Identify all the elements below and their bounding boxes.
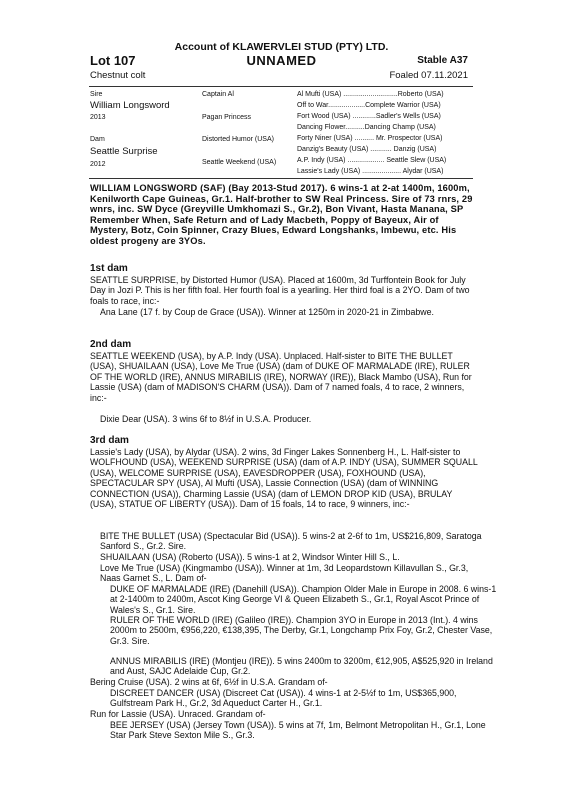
ds-sire: Forty Niner (USA) .......... Mr. Prospector (USA) xyxy=(297,135,443,142)
sire-year: 2013 xyxy=(90,114,106,121)
sire-dam: Pagan Princess xyxy=(202,114,252,121)
dam-label: Dam xyxy=(90,136,105,143)
first-dam-text: SEATTLE SURPRISE, by Distorted Humor (USA). Placed at 1600m, 3d Turffontein Book for July Day in Jozi P. This is her fifth foal. Her fourth foal is a yearling. Her third foal is a 2YO. Dam of two foals to race, inc:- xyxy=(90,275,470,306)
dam-name: Seattle Surprise xyxy=(90,146,158,157)
grandfoal-2: RULER OF THE WORLD (IRE) (Galileo (IRE)). Champion 3YO in Europe in 2013 (Int.). 4 wins 2000m to 2500m, €956,220, €138,395, The Derby, Gr.1, Longchamp Prix Foy, Gr.2, Chester Vase, Gr.3. Sire. xyxy=(110,615,493,646)
dd-sire: A.P. Indy (USA) ................... Seattle Slew (USA) xyxy=(297,157,447,164)
third-dam-foal-1: BITE THE BULLET (USA) (Spectacular Bid (USA)). 5 wins-2 at 2-6f to 1m, US$216,809, Saratoga Sanford S., Gr.2. Sire. xyxy=(100,531,482,552)
foaled-date: Foaled 07.11.2021 xyxy=(389,70,468,81)
horse-name: UNNAMED xyxy=(246,53,317,68)
second-dam-foal: Dixie Dear (USA). 3 wins 6f to 8½f in U.S.A. Producer. xyxy=(100,414,312,424)
second-dam-heading: 2nd dam xyxy=(90,339,132,350)
ss-sire: Al Mufti (USA) ............................Roberto (USA) xyxy=(297,91,444,98)
sire-label: Sire xyxy=(90,91,103,98)
third-dam-heading: 3rd dam xyxy=(90,435,129,446)
grandfoal-5: BEE JERSEY (USA) (Jersey Town (USA)). 5 wins at 7f, 1m, Belmont Metropolitan H., Gr.1, Lone Star Park Steve Sexton Mile S., Gr.3. xyxy=(110,720,486,741)
dd-dam: Lassie's Lady (USA) .................... Alydar (USA) xyxy=(297,168,444,175)
dam-dam: Seattle Weekend (USA) xyxy=(202,159,277,166)
lot-number: Lot 107 xyxy=(90,53,136,68)
grandfoal-1: DUKE OF MARMALADE (IRE) (Danehill (USA)). Champion Older Male in Europe in 2008. 6 wins-1 at 2-1400m to 2400m, Ascot King George VI & Queen Elizabeth S., Gr.1, Royal Ascot Prince of Wales's S., Gr.1. Sire. xyxy=(110,584,497,615)
sd-dam: Dancing Flower..........Dancing Champ (USA) xyxy=(297,124,436,131)
third-dam-foal-5: Run for Lassie (USA). Unraced. Grandam of- xyxy=(90,709,266,719)
first-dam-foal: Ana Lane (17 f. by Coup de Grace (USA)). Winner at 1250m in 2020-21 in Zimbabwe. xyxy=(100,307,434,317)
grandfoal-3: ANNUS MIRABILIS (IRE) (Montjeu (IRE)). 5 wins 2400m to 3200m, €12,905, A$525,920 in Ireland and Aust, SAJC Adelaide Cup, Gr.2. xyxy=(110,656,493,677)
second-dam-text: SEATTLE WEEKEND (USA), by A.P. Indy (USA). Unplaced. Half-sister to BITE THE BULLET (USA), SHUAILAAN (USA), Love Me True (USA) (dam of DUKE OF MARMALADE (IRE), RULER OF THE WORLD (IRE), ANNUS MIRABILIS (IRE), NORWAY (IRE)), Black Mambo (USA), Run for Lassie (USA) (dam of MADISON'S CHARM (USA)). Dam of 7 named foals, 4 to race, 2 winners, inc:- xyxy=(90,351,472,403)
third-dam-foal-3: Love Me True (USA) (Kingmambo (USA)). Winner at 1m, 3d Leopardstown Killavullan S., Gr.3, Naas Garnet S., L. Dam of- xyxy=(100,563,469,584)
dam-year: 2012 xyxy=(90,161,106,168)
consignor: Account of KLAWERVLEI STUD (PTY) LTD. xyxy=(174,41,389,53)
sire-name: William Longsword xyxy=(90,100,170,111)
grandfoal-4: DISCREET DANCER (USA) (Discreet Cat (USA)). 4 wins-1 at 2-5½f to 1m, US$365,900, Gulfstream Park H., Gr.2, 3d Aqueduct Carter H., Gr.1. xyxy=(110,688,457,709)
stable-number: Stable A37 xyxy=(417,55,468,66)
horse-description: Chestnut colt xyxy=(90,70,146,81)
third-dam-foal-2: SHUAILAAN (USA) (Roberto (USA)). 5 wins-1 at 2, Windsor Winter Hill S., L. xyxy=(100,552,400,562)
ss-dam: Off to War...................Complete Warrior (USA) xyxy=(297,102,441,109)
third-dam-text: Lassie's Lady (USA), by Alydar (USA). 2 wins, 3d Finger Lakes Sonnenberg H., L. Half-sister to WOLFHOUND (USA), WEEKEND SURPRISE (USA) (dam of A.P. INDY (USA), SUMMER SQUALL (USA), WELCOME SURPRISE (USA), EAVESDROPPER (USA), FOXHOUND (USA), SPECTACULAR SPY (USA), Al Mufti (USA), Lassie Connection (USA) (dam of WINNING CONNECTION (USA)), Charming Lassie (USA) (dam of LEMON DROP KID (USA), BRULAY (USA), STATUE OF LIBERTY (USA)). Dam of 15 foals, 14 to race, 9 winners, inc:- xyxy=(90,447,478,510)
dam-sire: Distorted Humor (USA) xyxy=(202,136,274,143)
ds-dam: Danzig's Beauty (USA) ........... Danzig (USA) xyxy=(297,146,437,153)
first-dam-heading: 1st dam xyxy=(90,263,128,274)
sire-biography: WILLIAM LONGSWORD (SAF) (Bay 2013-Stud 2017). 6 wins-1 at 2-at 1400m, 1600m, Kenilworth Cape Guineas, Gr.1. Half-brother to SW Real Princess. Sire of 73 rnrs, 29 wnrs, inc. SW Dyce (Greyville Umkhomazi S., Gr.2), Bon Vivant, Hasta Manana, SP Remember When, Safe Return and of Lady Macbeth, Poppy of Bayeux, Air of Mystery, Botz, Coin Spinner, Crazy Blues, Edward Longshanks, Imbewu, etc. His oldest progeny are 3YOs. xyxy=(90,183,473,246)
pedigree-table xyxy=(89,86,473,179)
sire-sire: Captain Al xyxy=(202,91,234,98)
sd-sire: Fort Wood (USA) ............Sadler's Wells (USA) xyxy=(297,113,441,120)
third-dam-foal-4: Bering Cruise (USA). 2 wins at 6f, 6½f in U.S.A. Grandam of- xyxy=(90,677,328,687)
